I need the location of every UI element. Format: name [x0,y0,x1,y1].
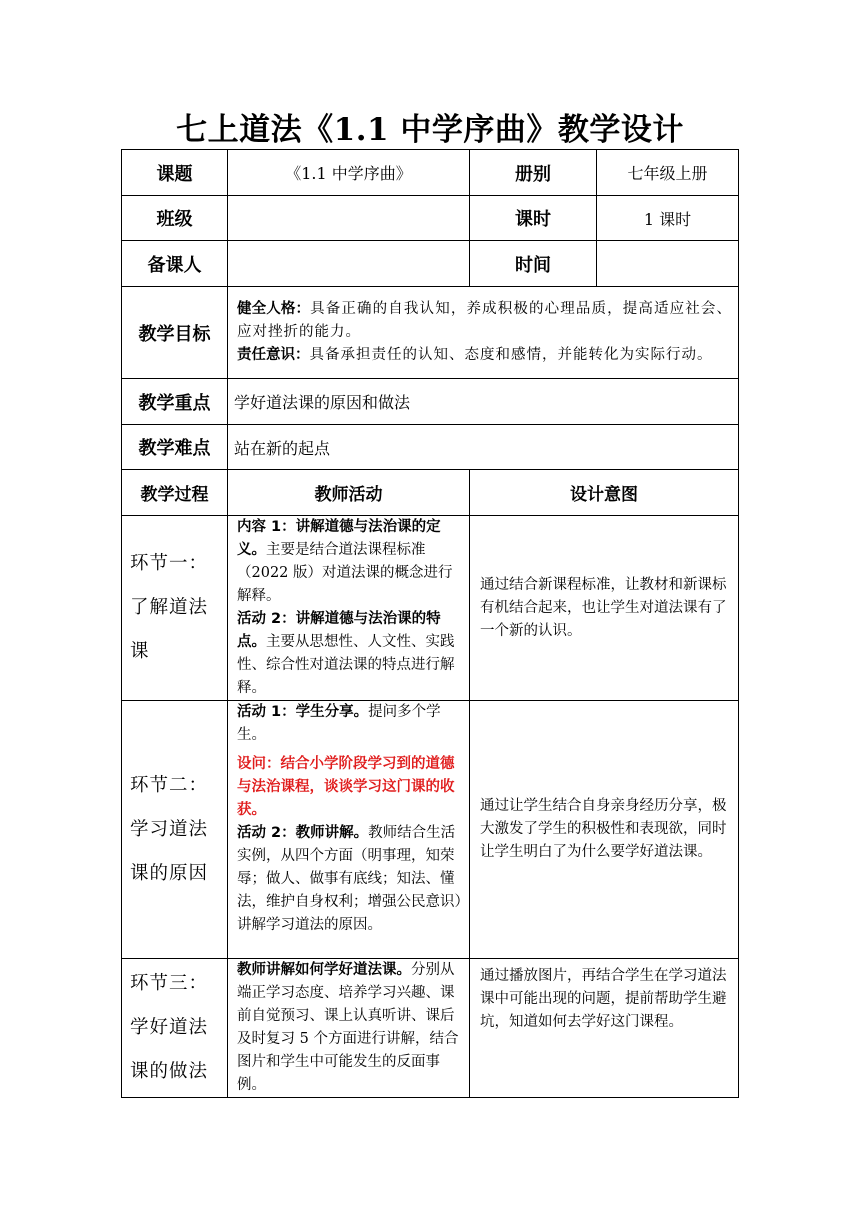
preparer-label: 备课人 [122,241,228,287]
stage-3-activity [228,959,470,1098]
period-value: 1 课时 [597,196,739,241]
intent-header: 设计意图 [470,470,739,516]
table-row [122,379,739,425]
stage-3-name: 环节三：学好道法课的做法 [122,959,228,1098]
stage-1-a1-head: 内容 1：讲解道德与法治课的定义。 [237,519,441,558]
stage-1-intent: 通过结合新课程标准，让教材和新课标有机结合起来，也让学生对道法课有了一个新的认识。 [470,516,739,701]
stage-2-a2-head: 活动 2：教师讲解。 [237,825,369,841]
stage-2-intent: 通过让学生结合自身亲身经历分享，极大激发了学生的积极性和表现欲，同时让学生明白了为什么要学好道法课。 [470,701,739,959]
table-row [122,959,739,1098]
key-point-label: 教学重点 [122,379,228,425]
table-row [122,150,739,196]
time-label: 时间 [470,241,597,287]
table-row [122,701,739,959]
goal-1-text: 具备正确的自我认知，养成积极的心理品质，提高适应社会、应对挫折的能力。 [237,300,733,340]
stage-3-a1-head: 教师讲解如何学好道法课。 [237,962,411,978]
stage-3-intent: 通过播放图片，再结合学生在学习道法课中可能出现的问题，提前帮助学生避坑，知道如何去学好这门课程。 [470,959,739,1098]
key-point-value: 学好道法课的原因和做法 [228,379,739,425]
stage-1-activity [228,516,470,701]
preparer-value [228,241,470,287]
stage-2-question: 设问：结合小学阶段学习到的道德与法治课程，谈谈学习这门课的收获。 [237,756,455,818]
document-title: 七上道法《1.1 中学序曲》教学设计 [176,112,684,148]
stage-2-a1-head: 活动 1：学生分享。 [237,704,369,720]
stage-2-a2-text: 教师结合生活实例，从四个方面（明事理，知荣辱；做人、做事有底线；知法、懂法，维护自身权利；增强公民意识）讲解学习道法的原因。 [237,825,462,933]
goal-2-text: 具备承担责任的认知、态度和感情，并能转化为实际行动。 [309,346,713,363]
stage-3-a1-text: 分别从端正学习态度、培养学习兴趣、课前自觉预习、课上认真听讲、课后及时复习 5 个方面进行讲解，结合图片和学生中可能发生的反面事例。 [237,962,459,1093]
topic-label: 课题 [122,150,228,196]
stage-1-a2-head: 活动 2：讲解道德与法治课的特点。 [237,611,441,650]
difficulty-value: 站在新的起点 [228,425,739,470]
stage-2-activity [228,701,470,959]
class-label: 班级 [122,196,228,241]
stage-2-a1-text: 提问多个学生。 [237,704,441,743]
table-row [122,287,739,379]
table-row [122,241,739,287]
table-row [122,516,739,701]
stage-1-name: 环节一：了解道法课 [122,516,228,701]
volume-label: 册别 [470,150,597,196]
time-value [597,241,739,287]
class-value [228,196,470,241]
table-row [122,470,739,516]
goal-2-head: 责任意识： [237,346,310,363]
process-header: 教学过程 [122,470,228,516]
stage-1-a1-text: 主要是结合道法课程标准（2022 版）对道法课的概念进行解释。 [237,542,453,604]
goals-label: 教学目标 [122,287,228,379]
stage-1-a2-text: 主要从思想性、人文性、实践性、综合性对道法课的特点进行解释。 [237,634,455,696]
table-row [122,425,739,470]
difficulty-label: 教学难点 [122,425,228,470]
period-label: 课时 [470,196,597,241]
topic-value: 《1.1 中学序曲》 [228,150,470,196]
lesson-plan-table [121,149,739,1098]
goals-content [228,287,739,379]
table-row [122,196,739,241]
goal-1-head: 健全人格： [237,300,311,317]
activity-header: 教师活动 [228,470,470,516]
volume-value: 七年级上册 [597,150,739,196]
stage-2-name: 环节二：学习道法课的原因 [122,701,228,959]
